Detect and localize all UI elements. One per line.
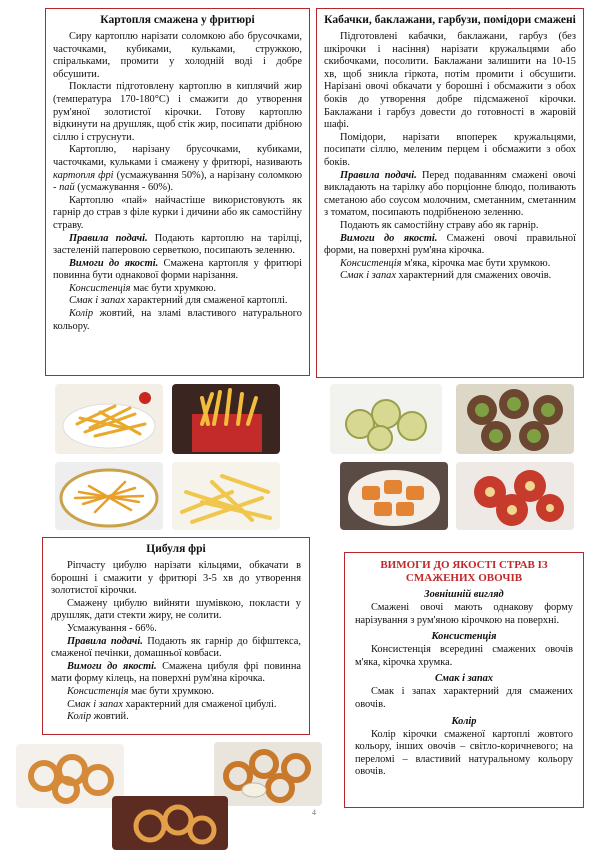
potato-step-1: Сиру картоплю нарізати соломкою або брусочками, часточками, кубиками, кульками, стружкою, спіральками, промити у холодній воді і добре обсушити. <box>53 31 302 80</box>
potato-quality: Вимоги до якості. Смажена картопля у фритюрі повинна бути однакової форми нарізання. <box>53 257 302 282</box>
potato-step-2: Покласти підготовлену картоплю в киплячий жир (температура 170-180°С) і смажити до утворення рум'яної золотистої кірочки. Готову картоплю відкинути на друшляк, щоб стік жир, посипати дрібною сіллю і струснути. <box>53 81 302 143</box>
onion-recipe-box <box>42 537 310 735</box>
color-text: Колір кірочки смаженої картоплі жовтого кольору, інших овочів – світло-коричневого; на переломі – властивий натуральному кольору овочів. <box>355 728 573 778</box>
vegetables-recipe-box <box>316 8 584 378</box>
vegetables-step-1: Підготовлені кабачки, баклажани, гарбуз (без шкірочки і насіння) нарізати кружальцями або скибочками, посолити. Баклажани залишити на 10-15 хв, щоб зникла гіркота, потім промити і обсушити. Нарізані овочі обкачати у борошні і обсмажити з обох боків до утворення добре підсмаженої кірочки. Баклажани і гарбуз довести до готовності в жаровій шафі. <box>324 31 576 131</box>
taste-heading: Смак і запах <box>434 673 493 685</box>
onion-consistency: Консистенція має бути хрумкою. <box>67 685 214 697</box>
onion-step-3: Усмажування - 66%. <box>67 622 157 634</box>
potato-serving: Правила подачі. Подають картоплю на тарілці, застеленій паперовою серветкою, посипають зеленню. <box>53 232 302 257</box>
vegetables-quality: Вимоги до якості. Смажені овочі правильної форми, на поверхні рум'яна кірочка. <box>324 232 577 257</box>
photo-stuffed-eggplant <box>456 384 574 454</box>
consistency-heading: Консистенція <box>431 631 497 643</box>
onion-step-2: Смажену цибулю вийняти шумівкою, покласти у друшляк, дати стекти жиру, не солити. <box>51 597 301 622</box>
onion-step-1: Ріпчасту цибулю нарізати кільцями, обкачати в борошні і смажити у фритюрі 3-5 хв до утворення золотистої кірочки. <box>51 560 301 597</box>
photo-fried-pumpkin <box>340 462 448 530</box>
onion-quality: Вимоги до якості. Смажена цибуля фрі повинна мати форму кілець, на поверхні рум'яна кірочка. <box>51 660 302 685</box>
vegetables-consistency: Консистенція м'яка, кірочка має бути хрумкою. <box>340 257 551 269</box>
potato-color: Колір жовтий, на зламі властивого натурального кольору. <box>53 308 302 332</box>
photo-onion-rings-3 <box>112 796 228 850</box>
potato-taste: Смак і запах характерний для смаженої картоплі. <box>69 295 288 307</box>
taste-text: Смак і запах характерний для смажених овочів. <box>355 686 573 710</box>
photo-fried-zucchini <box>330 384 442 454</box>
vegetables-recipe-title: Кабачки, баклажани, гарбузи, помідори смажені <box>324 14 576 26</box>
potato-recipe-box <box>45 8 310 376</box>
photo-french-fries-basket <box>172 384 280 454</box>
potato-step-4: Картоплю «пай» найчастіше використовують як гарнір до страв з філе курки і дичини або як самостійну страву. <box>53 194 302 231</box>
onion-serving: Правила подачі. Подають як гарнір до біфштекса, смаженої печінки, домашньої ковбаси. <box>51 635 301 660</box>
appearance-text: Смажені овочі мають однакову форму нарізування з рум'яною кірочкою на поверхні. <box>355 602 573 626</box>
photo-onion-rings-2 <box>214 742 322 806</box>
onion-color: Колір жовтий. <box>67 711 129 723</box>
quality-requirements-title: ВИМОГИ ДО ЯКОСТІ СТРАВ ІЗ СМАЖЕНИХ ОВОЧІВ <box>380 559 548 584</box>
consistency-text: Консистенція всередині смажених овочів м'яка, кірочка хрумка. <box>355 644 573 668</box>
quality-requirements-box <box>344 552 584 808</box>
vegetables-step-2: Помідори, нарізати впоперек кружальцями, посипати сіллю, меленим перцем і обсмажити з обох боків. <box>324 131 576 168</box>
potato-consistency: Консистенція має бути хрумкою. <box>69 282 216 294</box>
potato-recipe-title: Картопля смажена у фритюрі <box>100 14 255 26</box>
onion-taste: Смак і запах характерний для смаженої цибулі. <box>67 698 277 710</box>
appearance-heading: Зовнішній вигляд <box>424 589 504 600</box>
photo-fries-plate <box>55 462 163 530</box>
color-heading: Колір <box>451 715 477 727</box>
vegetables-serving: Правила подачі. Перед подаванням смажені овочі викладають на тарілку або порціонне блюдо, поливають сметаною або соусом молочним, сметанним, сметанним з томатом, посипають подрібненою зеленню. <box>324 169 577 219</box>
photo-potato-pai <box>55 384 163 454</box>
page-number: 4 <box>312 808 316 817</box>
photo-onion-rings-1 <box>16 744 124 808</box>
photo-fries-pile <box>172 462 280 530</box>
vegetables-step-3: Подають як самостійну страву або як гарнір. <box>340 219 539 231</box>
potato-step-3: Картоплю, нарізану брусочками, кубиками, часточками, кульками і смажену у фритюрі, називають картопля фрі (усмажування 50%), а нарізану соломкою - пай (усмажування - 60%). <box>53 144 302 194</box>
onion-recipe-title: Цибуля фрі <box>146 543 206 555</box>
photo-fried-tomatoes <box>456 462 574 530</box>
vegetables-taste: Смак і запах характерний для смажених овочів. <box>340 270 552 282</box>
